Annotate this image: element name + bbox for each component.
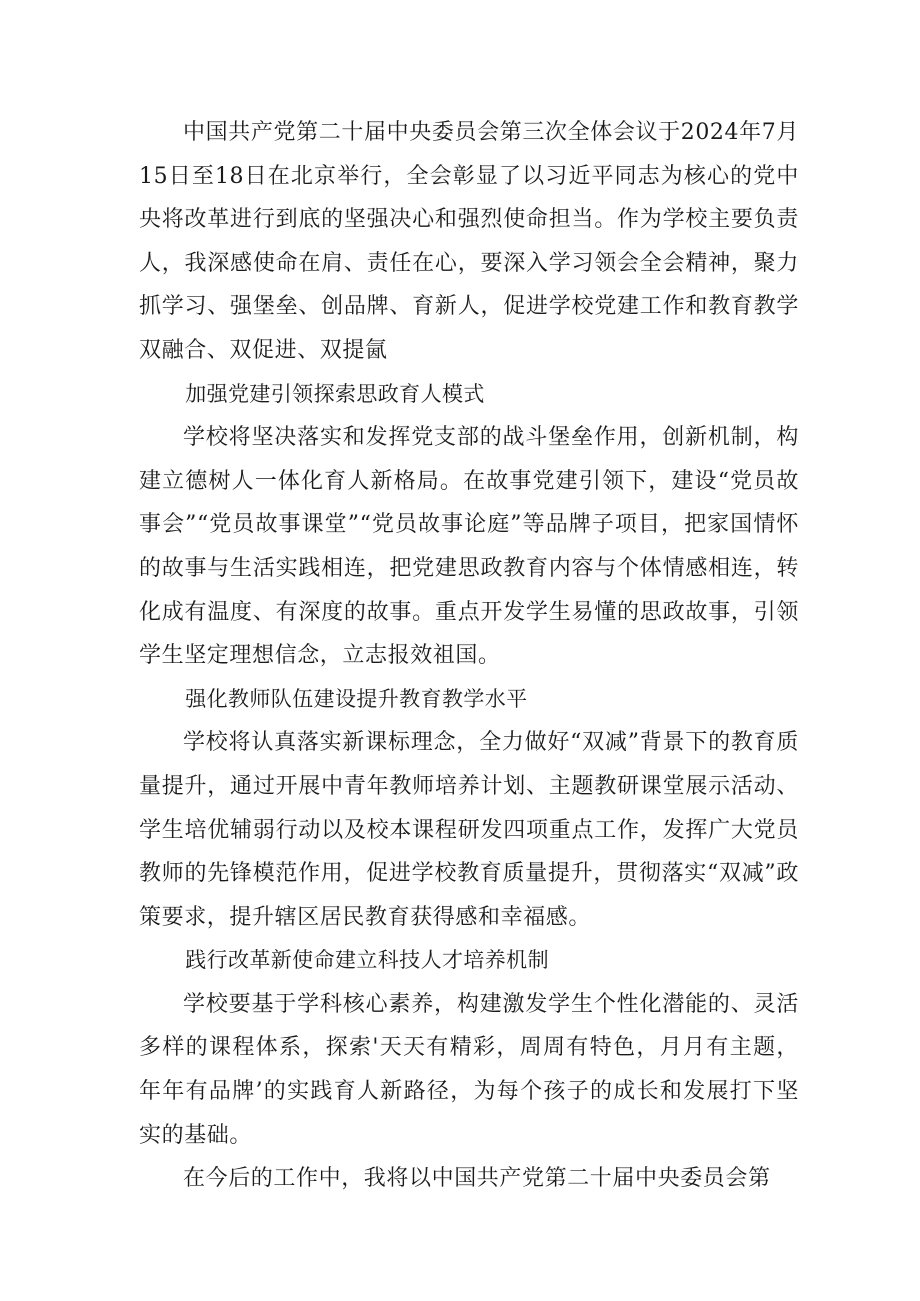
section-body-teacher-team: 学校将认真落实新课标理念，全力做好“双减”背景下的教育质量提升，通过开展中青年教师培养计划、主题教研课堂展示活动、学生培优辅弱行动以及校本课程研发四项重点工作，发挥广大党员教师的先锋模范作用，促进学校教育质量提升，贯彻落实“双减”政策要求，提升辖区居民教育获得感和幸福感。 (139, 730, 799, 930)
section-body-party-leadership: 学校将坚决落实和发挥党支部的战斗堡垒作用，创新机制，构建立德树人一体化育人新格局。在故事党建引领下，建设“党员故事会”“党员故事课堂”“党员故事论庭”等品牌子项目，把家国情怀的故事与生活实践相连，把党建思政教育内容与个体情感相连，转化成有温度、有深度的故事。重点开发学生易懂的思政故事，引领学生坚定理想信念，立志报效祖国。 (139, 425, 799, 669)
section-heading-party-leadership: 加强党建引领探索思政育人模式 (185, 381, 485, 406)
section-heading-reform-mission: 践行改革新使命建立科技人才培养机制 (185, 948, 549, 973)
intro-paragraph: 中国共产党第二十届中央委员会第三次全体会议于2024年7月15日至18日在北京举行，全会彰显了以习近平同志为核心的党中央将改革进行到底的坚强决心和强烈使命担当。作为学校主要负责人，我深感使命在肩、责任在心，要深入学习领会全会精神，聚力抓学习、强堡垒、创品牌、育新人，促进学校党建工作和教育教学双融合、双促进、双提氤 (139, 120, 799, 363)
document-body (139, 111, 799, 1201)
closing-paragraph: 在今后的工作中，我将以中国共产党第二十届中央委员会第 (183, 1166, 771, 1192)
section-heading-teacher-team: 强化教师队伍建设提升教育教学水平 (185, 686, 528, 711)
section-body-reform-mission: 学校要基于学科核心素养，构建激发学生个性化潜能的、灵活多样的课程体系，探索'天天有精彩，周周有特色，月月有主题，年年有品牌’的实践育人新路径，为每个孩子的成长和发展打下坚实的基础。 (139, 991, 799, 1148)
